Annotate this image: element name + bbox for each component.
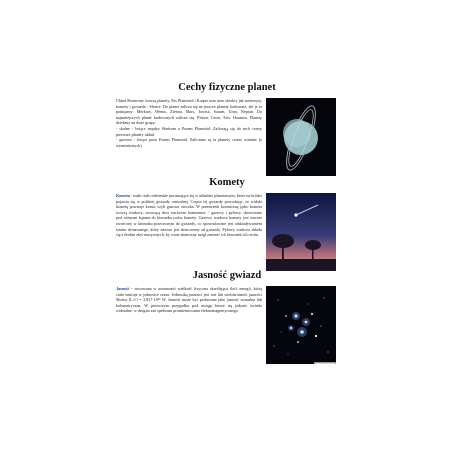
comets-text bbox=[116, 193, 266, 271]
planets-paragraph-3: - gazowe - leżące poza Pasem Planetoid. Zaliczane są tu planety cztery ostatnie (z wymienionych). bbox=[116, 137, 262, 148]
section-title-star-brightness: Jasność gwiazd bbox=[192, 270, 262, 281]
brightness-term: Jasność bbox=[116, 286, 130, 291]
comet-term: Kometa bbox=[116, 193, 130, 198]
brightness-text bbox=[116, 286, 266, 364]
section-planets bbox=[116, 82, 338, 176]
planets-text bbox=[116, 98, 266, 176]
uranus-planet-photo bbox=[266, 98, 336, 176]
comet-over-trees-photo bbox=[266, 193, 336, 271]
corner-tag bbox=[314, 362, 336, 364]
planets-paragraph-2: - skalne - leżące między Słońcem a Pasem Planetoid. Zaliczają się do nich cztery pierwsze planety układ. bbox=[116, 125, 262, 137]
section-star-brightness bbox=[116, 270, 338, 364]
section-comets bbox=[116, 177, 338, 271]
comets-paragraph: - małe ciało niebieskie poruszające się w układzie planetarnym, które na krótko pojawia się w polskiej gwiazdy centralnej. Często tej gwiazdy powodując, że widoki kometę powstaje koma, czyli gazowa otoczka. W przestrzeni kosmiczną jądro kometa tworzą warkocz, tworzącą dwa warkocze kometarne: - gazowy i pyłowy, skierowane pod różnymi kątami do kierunku ruchu komety. Gazowy warkocz komety jest zawsze zwrócony w kierunku przeciwnym do gwiazdy, co spowodowane jest oddziaływaniem wiatru słonecznego, który zawsze jest skierowany od gwiazdy. Pyłowy warkocz składa się z drobin zbyt masywnych, by wiatr słoneczny mógł zmienić ich kierunek ich ruchu. bbox=[116, 193, 262, 238]
brightness-paragraph: - stosowana w astronomii wielkość fizyczna określająca ilość energii, którą ciało emituje w jednostce czasu. Jednostką jasności jest wat lub wielokrotność jasności Słońca (L☉) = 3,827·10²⁶ W. Jasność może być podawana jako jasność wizualna lub bolometryczna. W pierwszym przypadku pod uwagę bierze się jedynie światło widzialne, w drugim zaś spektrum promieniowania elektromagnetycznego. bbox=[116, 286, 262, 314]
poster-page bbox=[116, 70, 338, 376]
star-cluster-photo bbox=[266, 286, 336, 364]
section-title-planets: Cechy fizyczne planet bbox=[178, 82, 276, 93]
planets-paragraph-1: Układ Słoneczny tworzą planety, Pas Planetoid i Kuiper oraz inne obiekty jak meteoryty, komety i gwiazda - Słońce. Do planet zalicza się na jeszcze planety karłowate, ale je to pomijamy: Merkury, Wenus, Ziemia, Mars, Jowisz, Saturn, Uran, Neptun. Do najmniejszych planet karłowatych zalicza się: Pluton, Ceres, Eris, Haumea, Planety dzielimy na dwie grupy: bbox=[116, 98, 262, 126]
section-title-comets: Komety bbox=[209, 177, 245, 188]
